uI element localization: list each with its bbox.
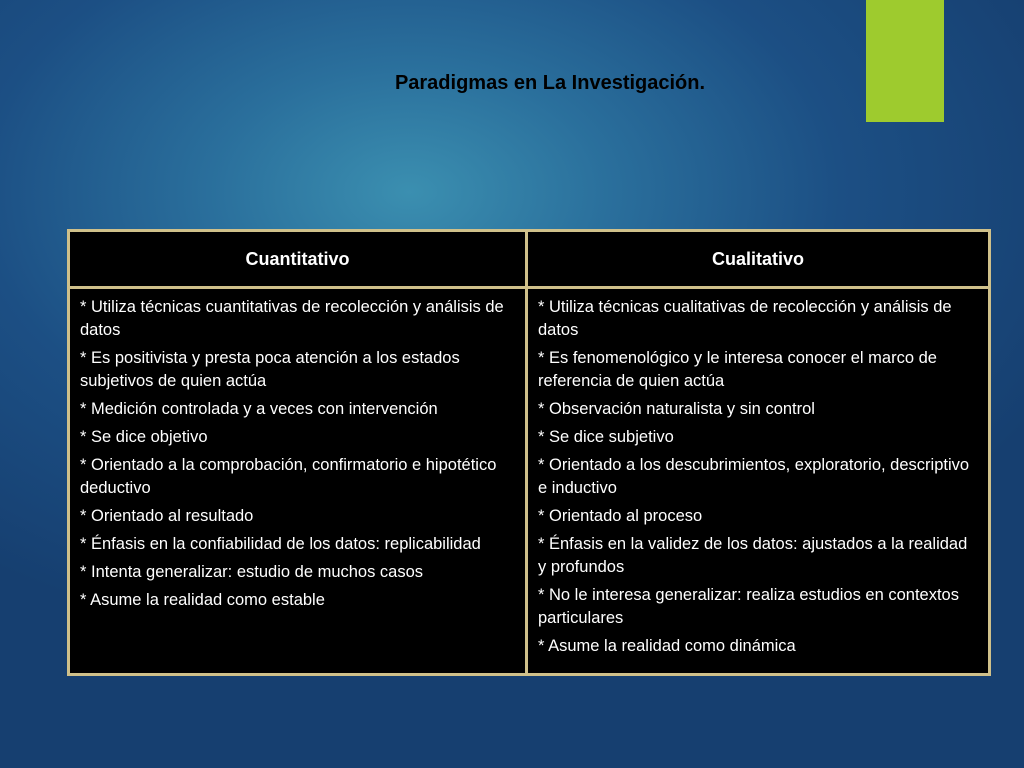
- list-item: * Utiliza técnicas cualitativas de recolección y análisis de datos: [538, 298, 952, 339]
- list-item: * Observación naturalista y sin control: [538, 400, 815, 418]
- list-item: * Medición controlada y a veces con intervención: [80, 400, 438, 418]
- list-item: * Orientado al proceso: [538, 507, 703, 525]
- list-item: * Asume la realidad como dinámica: [538, 637, 796, 655]
- slide-title: Paradigmas en La Investigación.: [394, 72, 706, 94]
- list-item: * Es fenomenológico y le interesa conocer el marco de referencia de quien actúa: [538, 349, 937, 390]
- list-item: * Orientado a la comprobación, confirmatorio e hipotético deductivo: [80, 456, 497, 497]
- header-cuantitativo: Cuantitativo: [70, 232, 528, 289]
- list-item: * Asume la realidad como estable: [80, 591, 325, 609]
- list-item: * Se dice objetivo: [80, 428, 208, 446]
- comparison-table: [67, 229, 991, 676]
- list-item: * No le interesa generalizar: realiza estudios en contextos particulares: [538, 586, 959, 627]
- header-cualitativo: Cualitativo: [528, 232, 988, 289]
- column-cuantitativo: [70, 289, 528, 673]
- accent-bar: [866, 0, 944, 122]
- list-item: * Es positivista y presta poca atención a los estados subjetivos de quien actúa: [80, 349, 460, 390]
- list-item: * Énfasis en la confiabilidad de los datos: replicabilidad: [80, 535, 481, 553]
- list-item: * Orientado a los descubrimientos, exploratorio, descriptivo e inductivo: [538, 456, 970, 497]
- list-item: * Énfasis en la validez de los datos: ajustados a la realidad y profundos: [538, 535, 968, 576]
- list-item: * Intenta generalizar: estudio de muchos casos: [80, 563, 424, 581]
- list-item: * Utiliza técnicas cuantitativas de recolección y análisis de datos: [80, 298, 504, 339]
- list-item: * Orientado al resultado: [80, 507, 254, 525]
- column-cualitativo: [528, 289, 988, 673]
- list-item: * Se dice subjetivo: [538, 428, 674, 446]
